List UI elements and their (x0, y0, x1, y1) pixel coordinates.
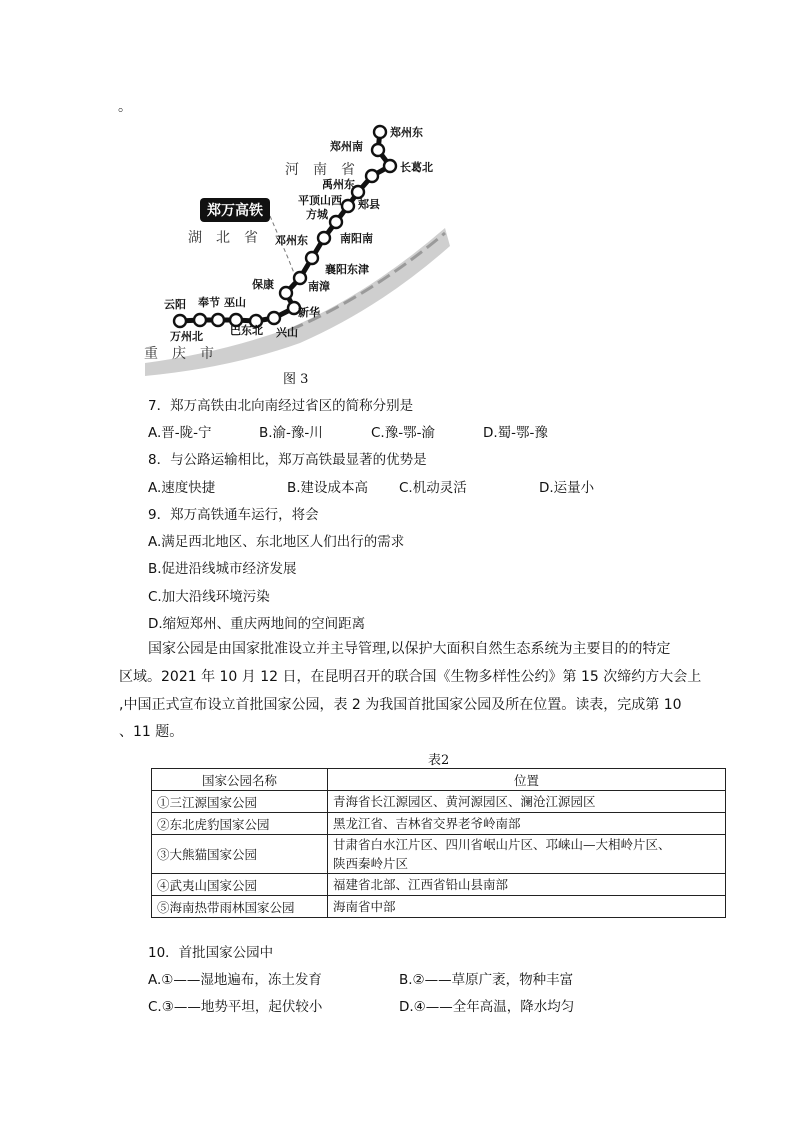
table-row (152, 835, 726, 874)
station-label: 襄阳东津 (325, 263, 369, 276)
province-henan: 河 南 省 (285, 162, 355, 178)
station-label: 兴山 (276, 326, 298, 339)
top-mark: 。 (118, 99, 132, 115)
q7-option-b: B.渝-豫-川 (259, 425, 323, 441)
station-label: 郑州南 (330, 140, 363, 153)
station-marker (212, 314, 224, 326)
park-name: ②东北虎豹国家公园 (152, 813, 328, 835)
park-name: ①三江源国家公园 (152, 791, 328, 813)
park-location: 海南省中部 (328, 896, 726, 918)
q7-stem: 7．郑万高铁由北向南经过省区的简称分别是 (148, 398, 414, 414)
station-label: 新华 (298, 306, 320, 319)
table-row (152, 896, 726, 918)
passage-line: 国家公园是由国家批准设立并主导管理,以保护大面积自然生态系统为主要目的的特定 (148, 641, 671, 657)
station-marker (174, 315, 186, 327)
q7-option-a: A.晋-陇-宁 (148, 425, 212, 441)
station-label: 郑州东 (390, 126, 423, 139)
national-parks-table (151, 768, 726, 918)
station-marker (374, 126, 386, 138)
station-label: 南阳南 (340, 232, 373, 245)
station-label: 保康 (252, 278, 274, 291)
q10-stem: 10．首批国家公园中 (148, 945, 274, 961)
park-location: 福建省北部、江西省铅山县南部 (328, 874, 726, 896)
q7-option-c: C.豫-鄂-渝 (371, 425, 435, 441)
passage-line: 区域。2021 年 10 月 12 日，在昆明召开的联合国《生物多样性公约》第 15 次缔约方大会上 (119, 669, 702, 685)
station-label: 奉节 (198, 296, 220, 309)
table-title: 表2 (428, 753, 450, 768)
station-label: 邓州东 (275, 234, 308, 247)
station-label: 方城 (306, 208, 328, 221)
national-parks-table-wrap (151, 768, 726, 918)
station-marker (294, 272, 306, 284)
park-location-line: 陕西秦岭片区 (333, 856, 409, 871)
station-marker (318, 232, 330, 244)
station-label: 南漳 (308, 280, 330, 293)
province-hubei: 湖 北 省 (188, 230, 258, 246)
station-label: 郏县 (358, 198, 380, 211)
station-marker (268, 312, 280, 324)
park-name: ⑤海南热带雨林国家公园 (152, 896, 328, 918)
table-header-name: 国家公园名称 (152, 769, 328, 791)
table-row (152, 791, 726, 813)
q10-option-a: A.①——湿地遍布，冻土发育 (148, 972, 322, 988)
railway-map-figure (140, 118, 460, 378)
province-chongqing: 重 庆 市 (144, 346, 214, 362)
park-name: ④武夷山国家公园 (152, 874, 328, 896)
badge-text: 郑万高铁 (207, 203, 263, 219)
q9-option-b: B.促进沿线城市经济发展 (148, 561, 297, 577)
table-header-row (152, 769, 726, 791)
station-label: 万州北 (170, 330, 203, 343)
station-marker (280, 287, 292, 299)
park-location: 黑龙江省、吉林省交界老爷岭南部 (328, 813, 726, 835)
passage-line: 、11 题。 (119, 724, 184, 740)
park-location: 青海省长江源园区、黄河源园区、澜沧江源园区 (328, 791, 726, 813)
park-name: ③大熊猫国家公园 (152, 835, 328, 874)
figure-caption: 图 3 (283, 372, 309, 387)
table-header-location: 位置 (328, 769, 726, 791)
station-label: 巫山 (224, 296, 246, 309)
station-label: 平顶山西 (298, 194, 342, 207)
q9-option-c: C.加大沿线环境污染 (148, 589, 270, 605)
station-marker (330, 216, 342, 228)
q10-option-b: B.②——草原广袤，物种丰富 (399, 972, 574, 988)
q10-option-d: D.④——全年高温，降水均匀 (399, 999, 575, 1015)
q8-option-c: C.机动灵活 (399, 480, 467, 496)
station-marker (366, 170, 378, 182)
q8-option-b: B.建设成本高 (287, 480, 369, 496)
q9-option-d: D.缩短郑州、重庆两地间的空间距离 (148, 616, 366, 632)
table-row (152, 874, 726, 896)
q9-stem: 9．郑万高铁通车运行，将会 (148, 507, 319, 523)
q9-option-a: A.满足西北地区、东北地区人们出行的需求 (148, 534, 405, 550)
q8-stem: 8．与公路运输相比，郑万高铁最显著的优势是 (148, 452, 427, 468)
station-label: 长葛北 (400, 161, 433, 174)
q7-option-d: D.蜀-鄂-豫 (483, 425, 548, 441)
station-label: 禹州东 (322, 178, 355, 191)
station-marker (384, 160, 396, 172)
q8-option-a: A.速度快捷 (148, 480, 216, 496)
q8-option-d: D.运量小 (539, 480, 595, 496)
station-marker (306, 252, 318, 264)
station-marker (372, 144, 384, 156)
passage-line: ,中国正式宣布设立首批国家公园，表 2 为我国首批国家公园及所在位置。读表，完成第 10 (119, 697, 682, 713)
q10-option-c: C.③——地势平坦，起伏较小 (148, 999, 323, 1015)
station-label: 云阳 (164, 298, 186, 311)
station-marker (194, 314, 206, 326)
park-location-line: 甘肃省白水江片区、四川省岷山片区、邛崃山—大相岭片区、 (333, 837, 671, 852)
station-label: 巴东北 (230, 324, 263, 337)
park-location (328, 835, 726, 874)
province-boundary (270, 216, 298, 283)
table-row (152, 813, 726, 835)
station-marker (342, 200, 354, 212)
